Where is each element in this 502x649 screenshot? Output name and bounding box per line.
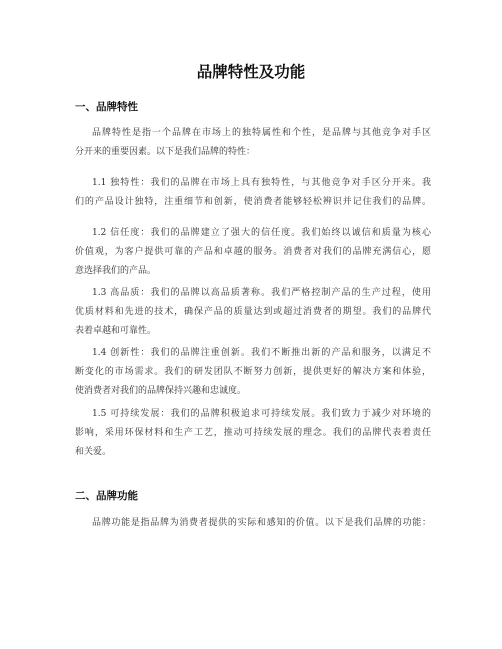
section-heading-brand-functions: 二、品牌功能 [75,490,138,502]
item-1-2-trust [75,224,431,281]
paragraph-line: 分开来的重要因素。以下是我们品牌的特性： [75,147,256,157]
item-1-5-sustainability [75,405,431,462]
paragraph-line: 和关爱。 [75,447,112,457]
paragraph-line: 表着卓越和可靠性。 [75,326,157,336]
paragraph-line: 使消费者对我们的品牌保持兴趣和忠诚度。 [75,386,247,396]
paragraph-line: 品牌特性是指一个品牌在市场上的独特属性和个性，是品牌与其他竞争对手区 [92,128,431,138]
paragraph-line: 优质材料和先进的技术，确保产品的质量达到或超过消费者的期望。我们的品牌代 [75,307,431,317]
paragraph-line: 价值观，为客户提供可靠的产品和卓越的服务。消费者对我们的品牌充满信心，愿 [75,247,431,257]
item-1-4-innovation [75,344,431,401]
section-heading-brand-characteristics: 一、品牌特性 [75,101,138,113]
paragraph-line: 断变化的市场需求。我们的研发团队不断努力创新，提供更好的解决方案和体验， [75,367,431,377]
paragraph-line: 1.5 可持续发展：我们的品牌积极追求可持续发展。我们致力于减少对环境的 [92,409,431,419]
paragraph-line: 意选择我们的产品。 [75,266,157,276]
paragraph-line: 品牌功能是指品牌为消费者提供的实际和感知的价值。以下是我们品牌的功能： [92,518,431,528]
item-1-3-high-quality [75,284,431,341]
section2-intro-paragraph [75,514,431,533]
paragraph-line: 1.2 信任度：我们的品牌建立了强大的信任度。我们始终以诚信和质量为核心 [92,228,431,238]
paragraph-line: 影响，采用环保材料和生产工艺，推动可持续发展的理念。我们的品牌代表着责任 [75,428,431,438]
paragraph-line: 1.3 高品质：我们的品牌以高品质著称。我们严格控制产品的生产过程，使用 [92,288,431,298]
section1-intro-paragraph [75,124,431,162]
item-1-1-uniqueness [75,174,431,212]
paragraph-line: 们的产品设计独特，注重细节和创新，使消费者能够轻松辨识并记住我们的品牌。 [75,197,431,207]
paragraph-line: 1.1 独特性：我们的品牌在市场上具有独特性，与其他竞争对手区分开来。我 [92,178,431,188]
document-title: 品牌特性及功能 [196,63,306,81]
paragraph-line: 1.4 创新性：我们的品牌注重创新。我们不断推出新的产品和服务，以满足不 [92,348,431,358]
